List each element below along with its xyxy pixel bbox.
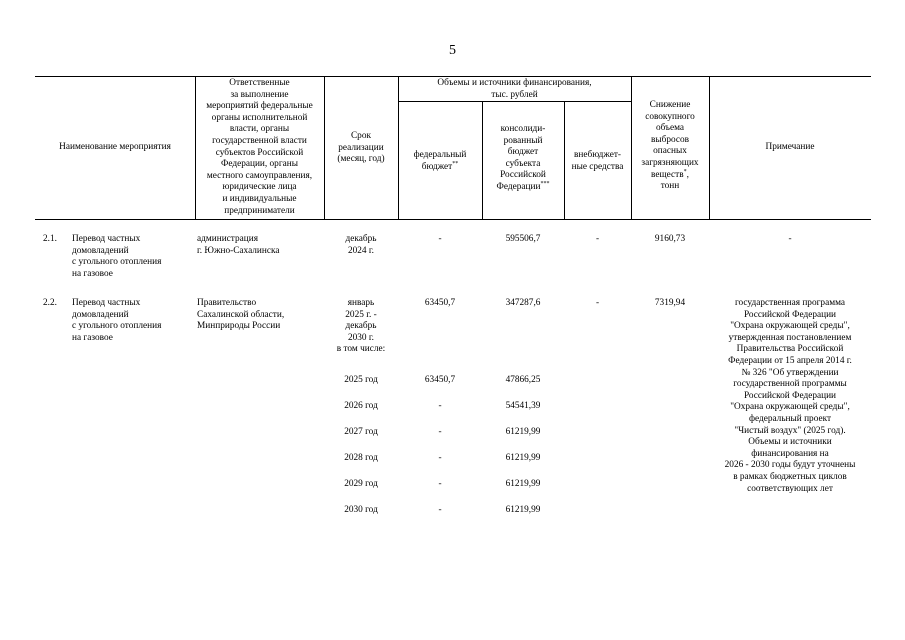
page-number: 5 [449,43,456,58]
year-row-2029-year: 2029 год [344,479,378,489]
header-funding-group: Объемы и источники финансирования, тыс. рублей [437,78,592,100]
row-2-1-emission: 9160,73 [654,234,686,244]
year-row-2025-year: 2025 год [344,375,378,385]
year-row-2026-consolidated: 54541,39 [505,401,541,411]
year-row-2027-year: 2027 год [344,427,378,437]
header-responsible: Ответственные за выполнение мероприятий федеральные органы исполнительной власти, органы государственной власти субъектов Российской Федерации, органы местного самоуправления, юридические лица и индивидуальные предприниматели [206,78,313,216]
table-top-border [35,76,871,77]
year-row-2027-consolidated: 61219,99 [505,427,541,437]
row-2-1-extrabudget: - [595,234,600,244]
row-2-1-number: 2.1. [43,234,57,244]
header-consolidated: консолиди- рованный бюджет субъекта Российской Федерации*** [496,124,550,193]
year-row-2025-federal: 63450,7 [424,375,456,385]
header-name: Наименование мероприятия [59,142,171,152]
row-2-2-emission: 7319,94 [654,298,686,308]
year-row-2030-federal: - [438,505,442,515]
header-bottom-border [35,219,871,220]
row-2-2-extrabudget: - [595,298,600,308]
row-2-2-responsible: Правительство Сахалинской области, Минприроды России [197,298,285,332]
header-note: Примечание [765,142,815,152]
row-2-1-consolidated: 595506,7 [505,234,541,244]
year-row-2029-federal: - [438,479,442,489]
year-row-2029-consolidated: 61219,99 [505,479,541,489]
year-row-2030-consolidated: 61219,99 [505,505,541,515]
row-2-2-consolidated: 347287,6 [505,298,541,308]
year-row-2028-year: 2028 год [344,453,378,463]
year-row-2030-year: 2030 год [344,505,378,515]
year-row-2028-federal: - [438,453,442,463]
row-2-2-name: Перевод частных домовладений с угольного отопления на газовое [72,298,162,343]
year-row-2026-year: 2026 год [344,401,378,411]
header-emission: Снижение совокупного объема выбросов опасных загрязняющих веществ*, тонн [641,100,699,192]
row-2-2-term: январь 2025 г. - декабрь 2030 г. в том числе: [336,298,386,355]
header-extrabudget: внебюджет- ные средства [571,150,624,172]
header-federal: федеральный бюджет** [413,150,467,172]
row-2-1-name: Перевод частных домовладений с угольного отопления на газовое [72,234,162,279]
row-2-1-term: декабрь 2024 г. [345,234,377,256]
row-2-2-number: 2.2. [43,298,57,308]
header-term: Срок реализации (месяц, год) [337,131,385,165]
year-row-2028-consolidated: 61219,99 [505,453,541,463]
row-2-1-responsible: администрация г. Южно-Сахалинска [197,234,280,256]
row-2-1-note: - [788,234,792,244]
row-2-2-note: государственная программа Российской Федерации "Охрана окружающей среды", утвержденная постановлением Правительства Российской Федерации от 15 апреля 2014 г. № 326 "Об утверждении государственной программы Российской Федерации "Охрана окружающей среды", федеральный проект "Чистый воздух" (2025 год). Объемы и источники финансирования на 2026 - 2030 годы будут уточнены в рамках бюджетных циклов соответствующих лет [724,298,856,494]
year-row-2027-federal: - [438,427,442,437]
year-row-2025-consolidated: 47866,25 [505,375,541,385]
row-2-1-federal: - [438,234,442,244]
row-2-2-federal: 63450,7 [424,298,456,308]
year-row-2026-federal: - [438,401,442,411]
